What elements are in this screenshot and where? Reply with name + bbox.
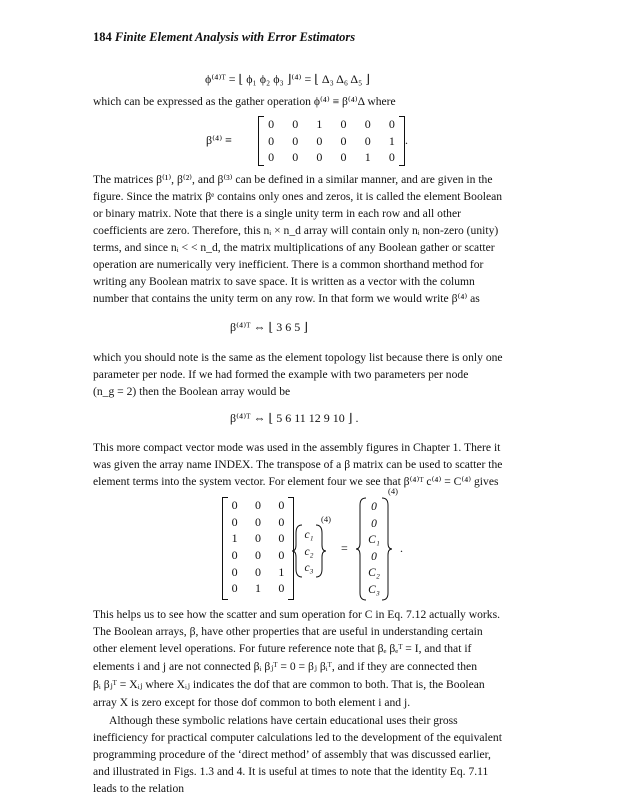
- matrix-cell: 0: [231, 581, 238, 596]
- C-vector-entry: C₃: [368, 583, 380, 596]
- text-line: The matrices β⁽¹⁾, β⁽²⁾, and β⁽³⁾ can be defined in a similar manner, and are given in the: [93, 173, 493, 186]
- matrix-cell: 0: [292, 133, 299, 148]
- matrix-cell: 0: [231, 548, 238, 563]
- equals-sign: =: [341, 541, 348, 555]
- matrix-cell: 1: [254, 581, 261, 596]
- matrix-cell: 0: [231, 564, 238, 579]
- c-vector-entry: c₃: [304, 562, 314, 575]
- text-line: programming procedure of the ‘direct method’ of assembly that was discussed earlier,: [93, 748, 491, 761]
- text-line: inefficiency for practical computer calculations led to the development of the equivalent: [93, 731, 502, 744]
- matrix-cell: 0: [231, 498, 238, 512]
- text-line: or binary matrix. Note that there is a single unity term in each row and all other: [93, 207, 461, 220]
- text-line: βᵢ βⱼᵀ = Xᵢⱼ where Xᵢⱼ indicates the dof that are common to both. That is, the Boolean: [93, 678, 485, 691]
- matrix-cell: 1: [316, 117, 323, 131]
- text-line: was given the array name INDEX. The transpose of a β matrix can be used to scatter the: [93, 458, 503, 471]
- paragraph-gather-intro: which can be expressed as the gather operation ϕ⁽⁴⁾ ≡ β⁽⁴⁾Δ where: [93, 95, 396, 108]
- text-line: and illustrated in Figs. 1.3 and 4. It is useful at times to note that the identity Eq. 7.11: [93, 765, 489, 778]
- matrix-row: [223, 497, 293, 514]
- matrix-cell: 0: [278, 514, 285, 529]
- beta4-period: .: [405, 133, 408, 147]
- C-vector-entry: 0: [371, 517, 377, 530]
- text-line: coefficients are zero. Therefore, this nᵢ × n_d array will contain only nᵢ non-zero (unity): [93, 224, 499, 237]
- c-vector-superscript: (4): [321, 514, 331, 524]
- page-number: 184: [93, 30, 112, 44]
- matrix-cell: 0: [268, 117, 275, 131]
- C-vector-superscript: (4): [388, 486, 398, 496]
- equation-phi-gather: ϕ⁽⁴⁾ᵀ = ⌊ ϕ₁ ϕ₂ ϕ₃ ⌋⁽⁴⁾ = ⌊ Δ₃ Δ₆ Δ₅ ⌋: [205, 72, 370, 86]
- c-vector-entry: c₂: [304, 545, 314, 558]
- matrix-row: [223, 530, 293, 547]
- matrix-cell: 0: [388, 117, 395, 131]
- C-vector-entry: C₁: [368, 534, 380, 547]
- beta4-matrix: [258, 116, 405, 166]
- text-line: Although these symbolic relations have certain educational uses their gross: [109, 714, 458, 727]
- text-line: terms, and since nᵢ < < n_d, the matrix multiplications of any Boolean gather or scatter: [93, 241, 495, 254]
- text-line: other element level operations. For future reference note that βₑ βₑᵀ = I, and that if: [93, 642, 472, 655]
- matrix-cell: 0: [340, 150, 347, 165]
- matrix-row: [259, 133, 404, 150]
- matrix-cell: 0: [254, 514, 261, 529]
- matrix-cell: 0: [292, 117, 299, 131]
- matrix-cell: 0: [340, 133, 347, 148]
- matrix-cell: 1: [231, 531, 238, 546]
- matrix-cell: 0: [254, 531, 261, 546]
- C-vector-entry: 0: [371, 501, 377, 513]
- matrix-cell: 0: [268, 150, 275, 165]
- C-vector-entry: 0: [371, 550, 377, 563]
- text-line: which you should note is the same as the element topology list because there is only one: [93, 351, 503, 364]
- matrix-cell: 0: [231, 514, 238, 529]
- matrix-cell: 1: [388, 133, 395, 148]
- matrix-cell: 0: [364, 117, 371, 131]
- book-title: Finite Element Analysis with Error Estimators: [114, 30, 356, 44]
- matrix-cell: 1: [364, 150, 371, 165]
- matrix-row: [223, 580, 293, 597]
- text-line: This more compact vector mode was used in the assembly figures in Chapter 1. There it: [93, 441, 501, 454]
- system-C-vector: [356, 497, 392, 599]
- matrix-cell: 0: [268, 133, 275, 148]
- text-line: element terms into the system vector. For element four we see that β⁽⁴⁾ᵀ c⁽⁴⁾ = C⁽⁴⁾ gives: [93, 475, 499, 488]
- matrix-cell: 1: [278, 564, 285, 579]
- matrix-cell: 0: [254, 498, 261, 512]
- matrix-row: [223, 514, 293, 531]
- matrix-cell: 0: [278, 531, 285, 546]
- text-line: (n_g = 2) then the Boolean array would be: [93, 385, 291, 398]
- matrix-cell: 0: [292, 150, 299, 165]
- running-header: [93, 30, 355, 45]
- beta4-label: β⁽⁴⁾ ≡: [206, 133, 232, 147]
- text-line: operation are numerically very inefficient. There is a common shorthand method for: [93, 258, 484, 271]
- matrix-cell: 0: [278, 581, 285, 596]
- scatter-period: .: [400, 541, 403, 555]
- matrix-cell: 0: [364, 133, 371, 148]
- text-line: leads to the relation: [93, 782, 185, 795]
- text-line: elements i and j are not connected βᵢ βⱼᵀ = 0 = βⱼ βᵢᵀ, and if they are connected then: [93, 660, 477, 673]
- matrix-cell: 0: [316, 150, 323, 165]
- equation-beta4-vector: β⁽⁴⁾ᵀ ⇔ ⌊ 3 6 5 ⌋: [230, 320, 308, 334]
- matrix-cell: 0: [340, 117, 347, 131]
- equation-beta4-two-params: β⁽⁴⁾ᵀ ⇔ ⌊ 5 6 11 12 9 10 ⌋ .: [230, 411, 359, 425]
- text-line: writing any Boolean matrix to save space. It is written as a vector with the column: [93, 275, 475, 288]
- text-line: figure. Since the matrix βᵉ contains only ones and zeros, it is called the element Boolean: [93, 190, 503, 203]
- element-c-vector: [292, 527, 326, 577]
- text-line: number that contains the unity term on any row. In that form we would write β⁽⁴⁾ as: [93, 292, 480, 305]
- matrix-cell: 0: [254, 564, 261, 579]
- C-vector-entry: C₂: [368, 567, 380, 580]
- matrix-row: [223, 564, 293, 581]
- matrix-row: [259, 149, 404, 166]
- matrix-cell: 0: [316, 133, 323, 148]
- matrix-row: [223, 547, 293, 564]
- scatter-matrix: [222, 497, 294, 600]
- matrix-cell: 0: [388, 150, 395, 165]
- text-line: The Boolean arrays, β, have other properties that are useful in understanding certain: [93, 625, 483, 638]
- matrix-cell: 0: [278, 498, 285, 512]
- c-vector-entry: c₁: [304, 529, 314, 541]
- text-line: parameter per node. If we had formed the example with two parameters per node: [93, 368, 469, 381]
- matrix-cell: 0: [278, 548, 285, 563]
- matrix-cell: 0: [254, 548, 261, 563]
- text-line: array X is zero except for those dof common to both element i and j.: [93, 696, 411, 709]
- text-line: This helps us to see how the scatter and sum operation for C in Eq. 7.12 actually works.: [93, 608, 500, 621]
- matrix-row: [259, 116, 404, 133]
